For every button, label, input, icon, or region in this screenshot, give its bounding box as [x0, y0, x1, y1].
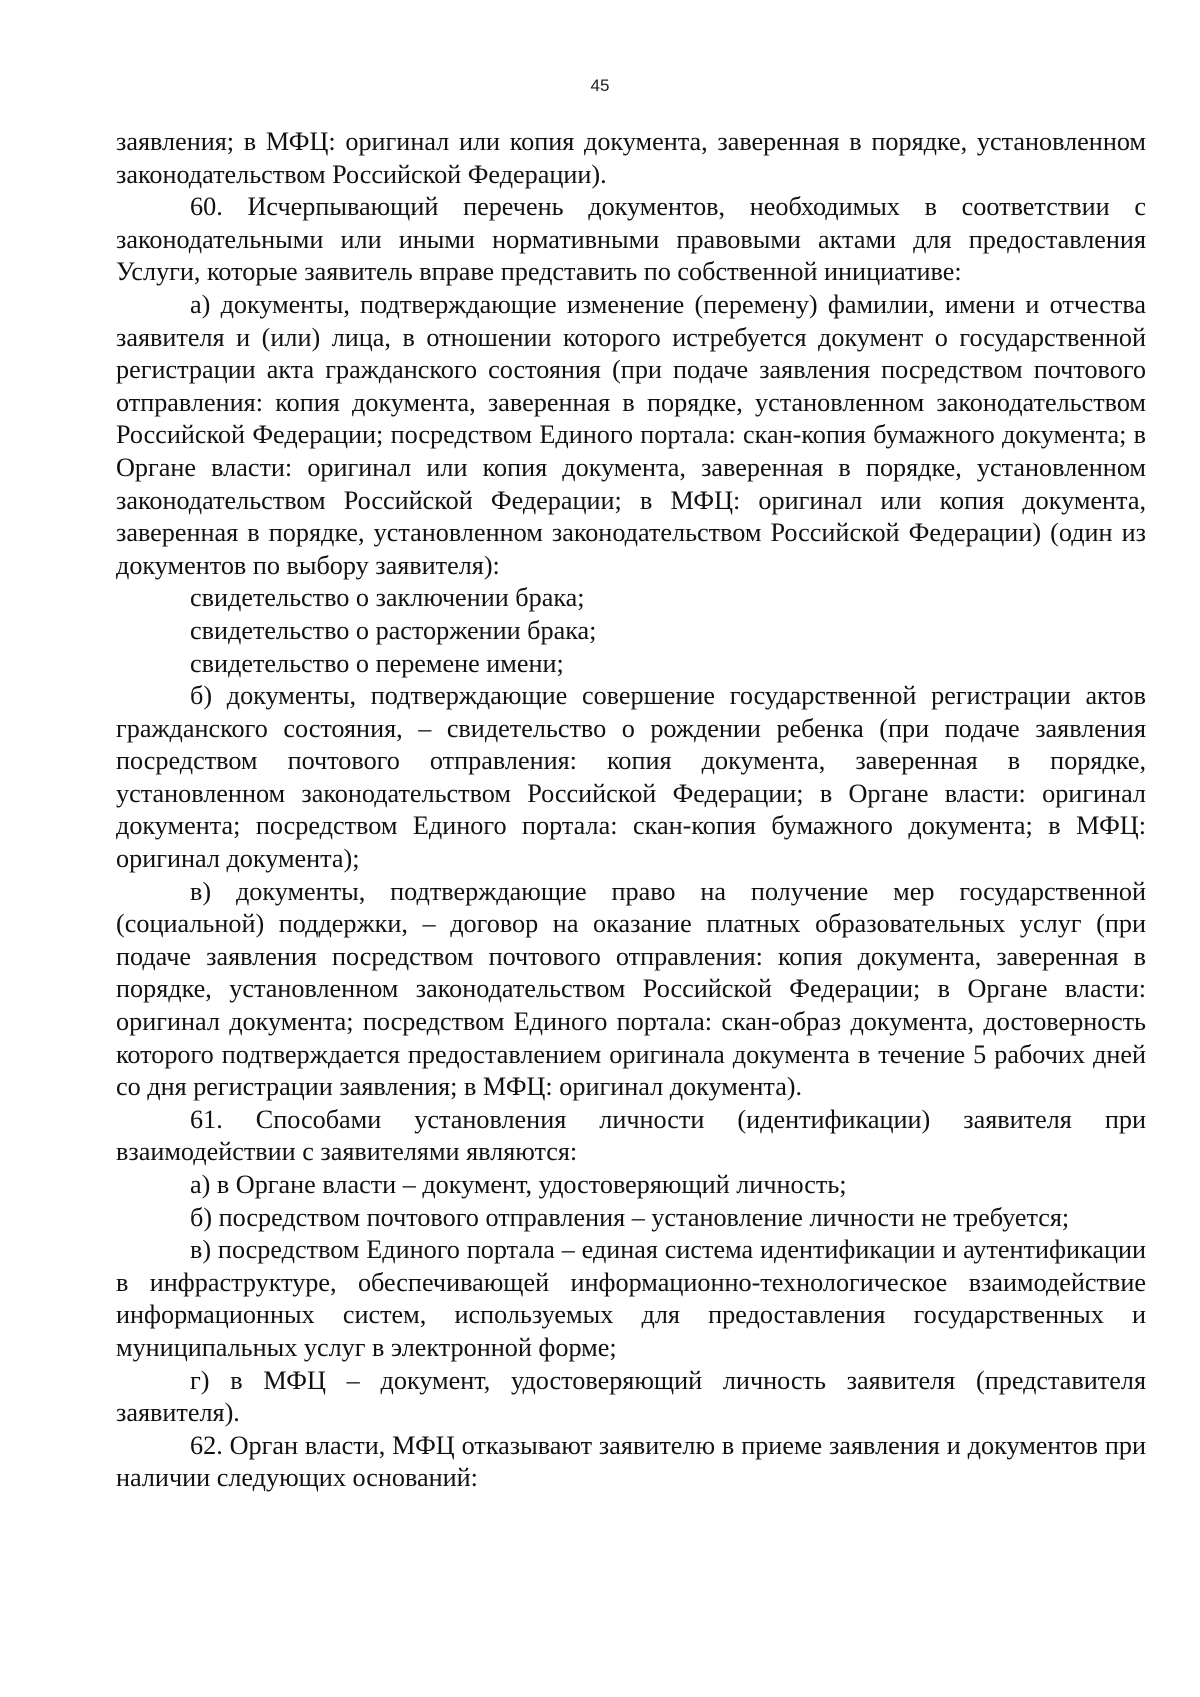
paragraph-continuation: заявления; в МФЦ: оригинал или копия документа, заверенная в порядке, установленном законодательством Российской Федерации).	[116, 127, 1146, 189]
paragraph-61-g: г) в МФЦ – документ, удостоверяющий личность заявителя (представителя заявителя).	[116, 1365, 1146, 1428]
paragraph-62: 62. Орган власти, МФЦ отказывают заявителю в приеме заявления и документов при наличии следующих оснований:	[116, 1430, 1146, 1493]
paragraph-61-b: б) посредством почтового отправления – установление личности не требуется;	[190, 1202, 1070, 1232]
paragraph-60-a: а) документы, подтверждающие изменение (перемену) фамилии, имени и отчества заявителя и (или) лица, в отношении которого истребуется документ о государственной регистрации акта гражданского состояния (при подаче заявления посредством почтового отправления: копия документа, заверенная в порядке, установленном законодательством Российской Федерации; посредством Единого портала: скан-копия бумажного документа; в Органе власти: оригинал или копия документа, заверенная в порядке, установленном законодательством Российской Федерации; в МФЦ: оригинал или копия документа, заверенная в порядке, установленном законодательством Российской Федерации) (один из документов по выбору заявителя):	[116, 289, 1146, 580]
paragraph-61-v: в) посредством Единого портала – единая система идентификации и аутентификации в инфраструктуре, обеспечивающей информационно-технологическое взаимодействие информационных систем, используемых для предоставления государственных и муниципальных услуг в электронной форме;	[116, 1235, 1146, 1362]
page-number: 45	[590, 76, 610, 95]
document-body	[116, 126, 1146, 1495]
list-item-divorce-certificate: свидетельство о расторжении брака;	[190, 615, 597, 645]
paragraph-60-v: в) документы, подтверждающие право на получение мер государственной (социальной) поддержки, – договор на оказание платных образовательных услуг (при подаче заявления посредством почтового отправления: копия документа, заверенная в порядке, установленном законодательством Российской Федерации; в Органе власти: оригинал документа; посредством Единого портала: скан-образ документа, достоверность которого подтверждается предоставлением оригинала документа в течение 5 рабочих дней со дня регистрации заявления; в МФЦ: оригинал документа).	[116, 876, 1146, 1102]
paragraph-60: 60. Исчерпывающий перечень документов, необходимых в соответствии с законодательными или иными нормативными правовыми актами для предоставления Услуги, которые заявитель вправе представить по собственной инициативе:	[116, 192, 1146, 287]
paragraph-60-b: б) документы, подтверждающие совершение государственной регистрации актов гражданского состояния, – свидетельство о рождении ребенка (при подаче заявления посредством почтового отправления: копия документа, заверенная в порядке, установленном законодательством Российской Федерации; в Органе власти: оригинал документа; посредством Единого портала: скан-копия бумажного документа; в МФЦ: оригинал документа);	[116, 681, 1146, 874]
paragraph-61-a: а) в Органе власти – документ, удостоверяющий личность;	[190, 1170, 847, 1199]
paragraph-61: 61. Способами установления личности (идентификации) заявителя при взаимодействии с заявителями являются:	[116, 1104, 1146, 1167]
list-item-marriage-certificate: свидетельство о заключении брака;	[190, 583, 585, 613]
list-item-name-change-certificate: свидетельство о перемене имени;	[190, 648, 564, 678]
